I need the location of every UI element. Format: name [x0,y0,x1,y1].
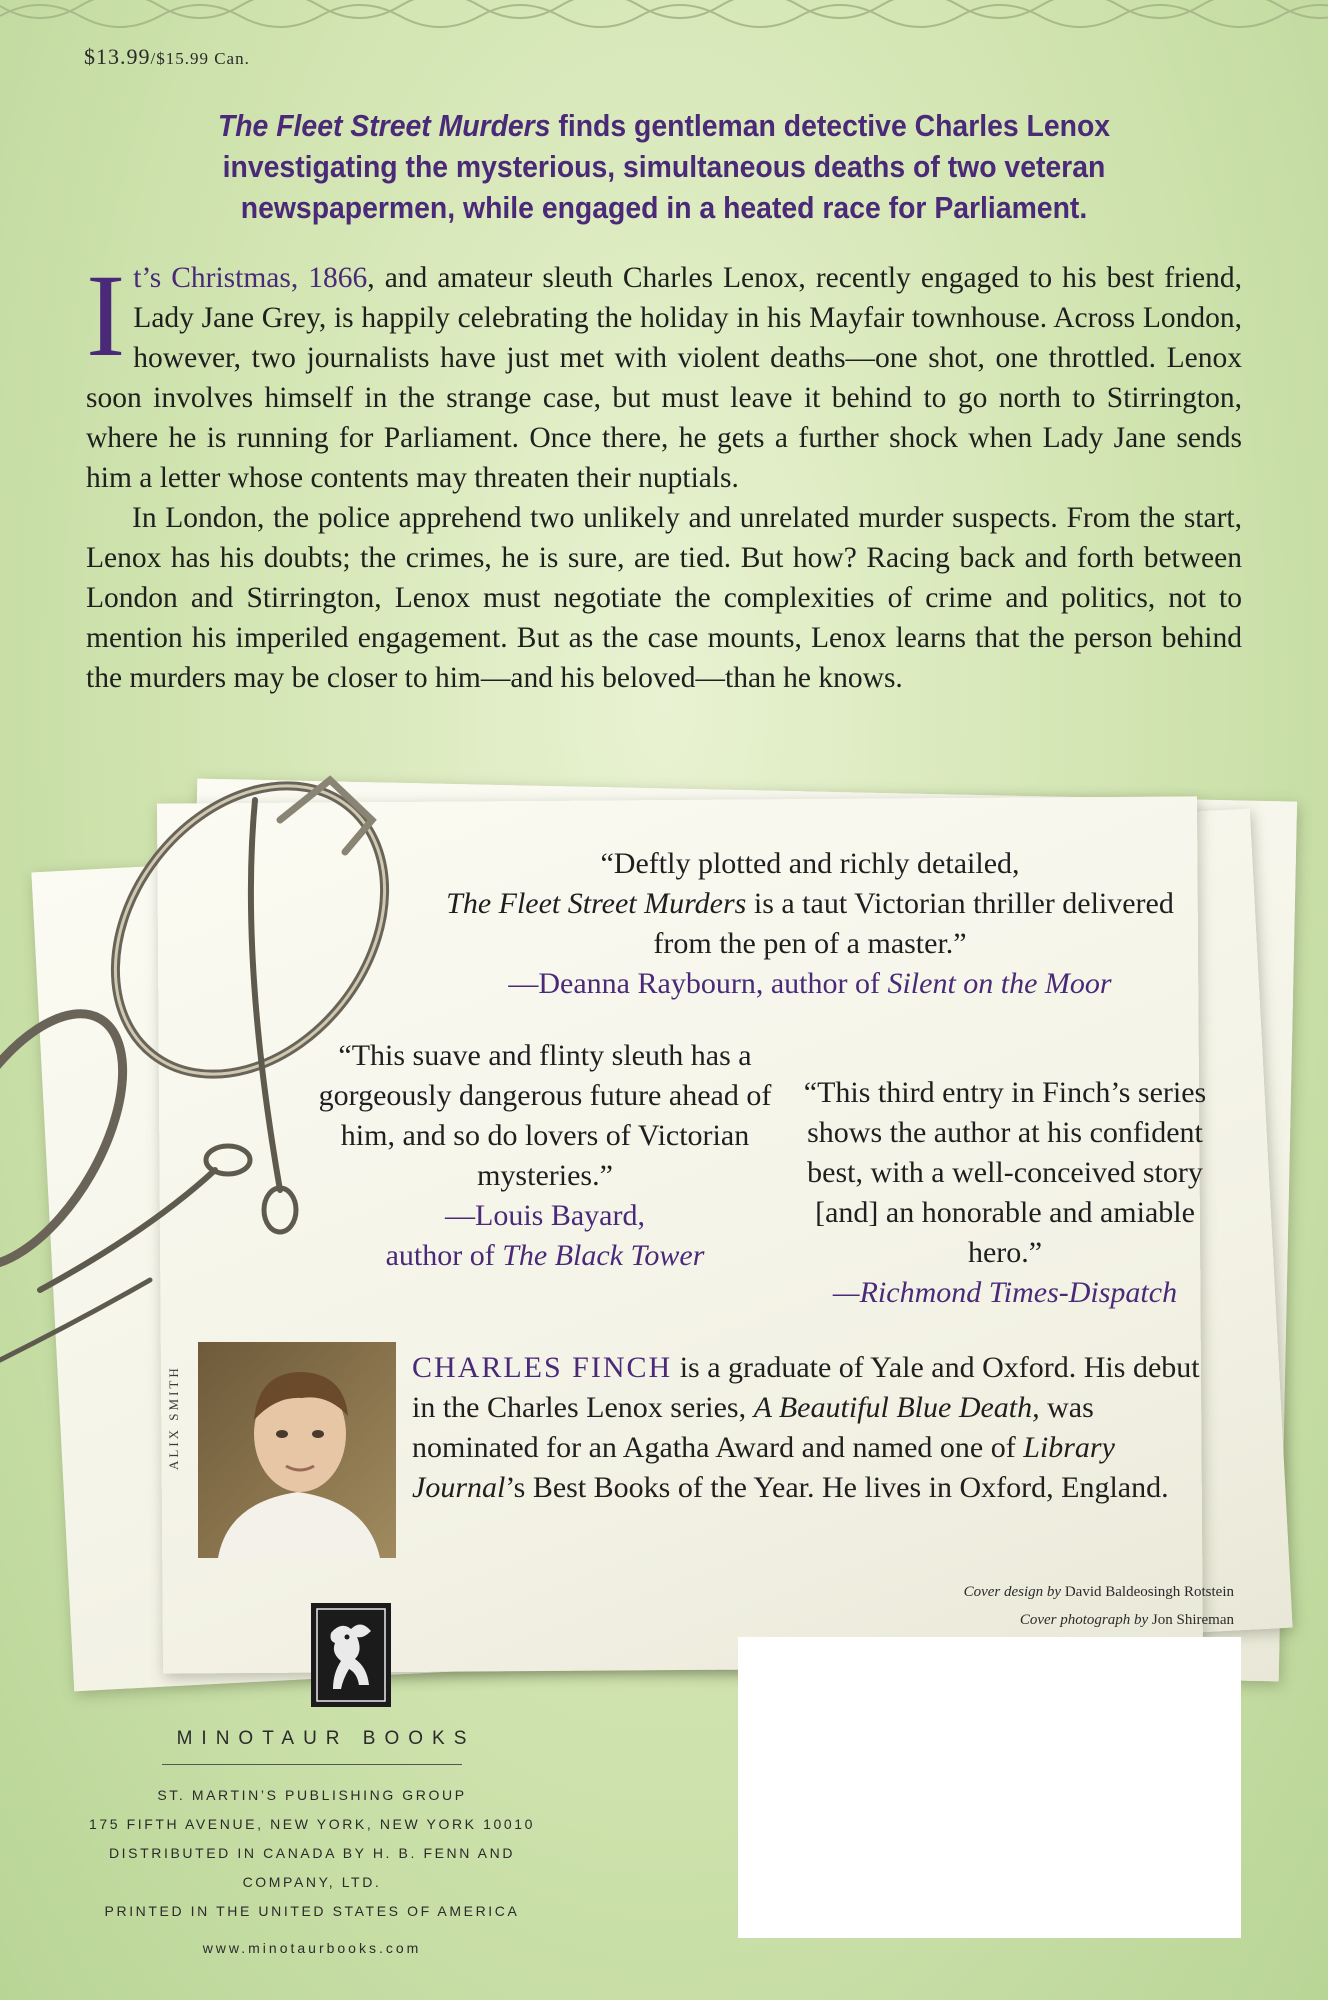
credit-label: Cover photograph by [1019,1612,1149,1628]
bio-book-title: A Beautiful Blue Death, [753,1391,1040,1424]
book-description [86,250,1243,698]
credit-label: Cover design by [963,1584,1062,1600]
minotaur-logo-icon [311,1603,391,1707]
tagline-text: finds gentleman detective Charles Lenox investigating the mysterious, simultaneous deaths of two veteran newspapermen, while engaged in a heated race for Parliament. [222,109,1111,225]
cover-photo-credit [964,1606,1234,1634]
publisher-group: ST. MARTIN’S PUBLISHING GROUP [157,1787,467,1803]
author-photo [198,1342,396,1558]
bio-text-2: was nominated for an Agatha Award and named one of [412,1391,1094,1464]
tagline-book-title: The Fleet Street Murders [217,109,551,143]
quote-book-title: The Fleet Street Murders [446,887,747,920]
author-bio [412,1348,1202,1508]
top-ornament-border [0,0,1328,40]
quote-line: “Deftly plotted and richly detailed, [600,847,1020,880]
quote-text: “This suave and flinty sleuth has a gorgeously dangerous future ahead of him, and so do lovers of Victorian mysteries.” [318,1039,772,1192]
quote-text: is a taut Victorian thriller delivered from the pen of a master.” [653,887,1174,960]
review-quote-raybourn [440,844,1180,1004]
description-paragraph-1-text: , and amateur sleuth Charles Lenox, recently engaged to his best friend, Lady Jane Grey, is happily celebrating the holiday in his Mayfair townhouse. Across London, however, two journalists have just met with violent deaths—one shot, one throttled. Lenox soon involves himself in the strange case, but must leave it behind to go north to Stirrington, where he is running for Parliament. Once there, he gets a further shock when Lady Jane sends him a letter whose contents may threaten their nuptials. [86,262,1243,494]
publisher-block [60,1728,564,1956]
author-name: CHARLES FINCH [412,1351,673,1384]
attribution-title: Silent on the Moor [887,967,1112,1000]
quote-text: “This third entry in Finch’s series shows the author at his confident best, with a well-conceived story [and] an honorable and amiable hero.” [803,1076,1207,1269]
publisher-website: www.minotaurbooks.com [202,1940,422,1956]
quote-attribution: —Richmond Times-Dispatch [832,1276,1178,1309]
imprint-name: MINOTAUR BOOKS [176,1728,476,1749]
price-us: $13.99 [84,44,151,69]
price-canada: /$15.99 Can. [150,49,250,68]
quote-body [440,884,1180,964]
cover-credits [964,1578,1234,1634]
attribution-title: The Black Tower [502,1239,705,1272]
description-lead: t’s Christmas, 1866 [133,262,368,294]
printed-note: PRINTED IN THE UNITED STATES OF AMERICA [104,1903,520,1919]
publisher-address: 175 FIFTH AVENUE, NEW YORK, NEW YORK 10010 [88,1816,536,1832]
photo-credit: ALIX SMITH [166,1365,181,1470]
quote-attribution-author [300,1236,790,1276]
review-quote-richmond [780,1073,1230,1313]
cover-design-credit [964,1578,1234,1606]
attribution-text: author of [385,1239,503,1272]
bio-text-1: is a graduate of Yale and Oxford. His debut in the Charles Lenox series, [412,1351,1200,1424]
barcode-area [738,1637,1241,1938]
description-paragraph-1 [86,250,1243,498]
attribution-text: —Deanna Raybourn, author of [508,967,888,1000]
tagline [149,106,1179,229]
bio-text-3: ’s Best Books of the Year. He lives in Oxford, England. [505,1471,1169,1504]
bio-publication-title: Library Journal [412,1431,1115,1504]
price-label [84,44,250,70]
credit-name: Jon Shireman [1148,1612,1234,1628]
credit-name: David Baldeosingh Rotstein [1061,1584,1234,1600]
quote-attribution: —Louis Bayard, [445,1199,645,1232]
divider [162,1764,462,1765]
drop-cap: I [86,250,126,381]
review-quote-bayard [300,1036,790,1276]
quote-attribution [440,964,1180,1004]
description-paragraph-2: In London, the police apprehend two unlikely and unrelated murder suspects. From the start, Lenox has his doubts; the crimes, he is sure, are tied. But how? Racing back and forth between London and Stirrington, Lenox must negotiate the complexities of crime and politics, not to mention his imperiled engagement. But as the case mounts, Lenox learns that the person behind the murders may be closer to him—and his beloved—than he knows. [86,502,1242,694]
distribution-note: DISTRIBUTED IN CANADA BY H. B. FENN AND COMPANY, LTD. [108,1845,516,1890]
